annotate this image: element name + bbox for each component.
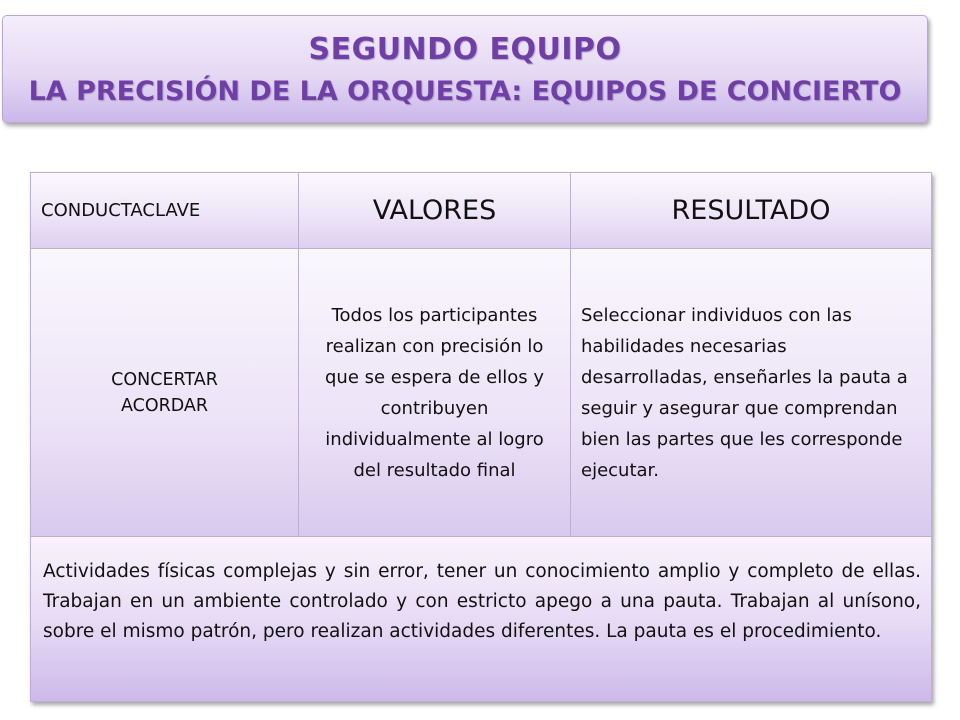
title-heading: SEGUNDO EQUIPO: [308, 32, 622, 67]
header-resultado: RESULTADO: [571, 173, 931, 249]
values-cell: [299, 249, 571, 537]
header-valores: VALORES: [299, 173, 571, 249]
footer-cell: [31, 537, 931, 701]
title-subheading: LA PRECISIÓN DE LA ORQUESTA: EQUIPOS DE CONCIERTO: [28, 76, 902, 107]
result-cell: [571, 249, 931, 537]
values-text: Todos los participantes realizan con precisión lo que se espera de ellos y contribuyen individualmente al logro del resultado final: [325, 304, 544, 481]
footer-text: Actividades físicas complejas y sin error, tener un conocimiento amplio y completo de ellas. Trabajan en un ambiente controlado y con estricto apego a una pauta. Trabajan al unísono, sobre el mismo patrón, pero realizan actividades diferentes. La pauta es el procedimiento.: [43, 561, 921, 642]
conduct-cell: [31, 249, 299, 537]
conduct-text: CONCERTAR ACORDAR: [111, 369, 218, 416]
title-banner: [2, 15, 928, 123]
header-conducta-clave: CONDUCTACLAVE: [31, 173, 299, 249]
result-text: Seleccionar individuos con las habilidades necesarias desarrolladas, enseñarles la pauta a seguir y asegurar que comprendan bien las partes que les corresponde ejecutar.: [581, 304, 908, 481]
team-table: [30, 172, 932, 702]
